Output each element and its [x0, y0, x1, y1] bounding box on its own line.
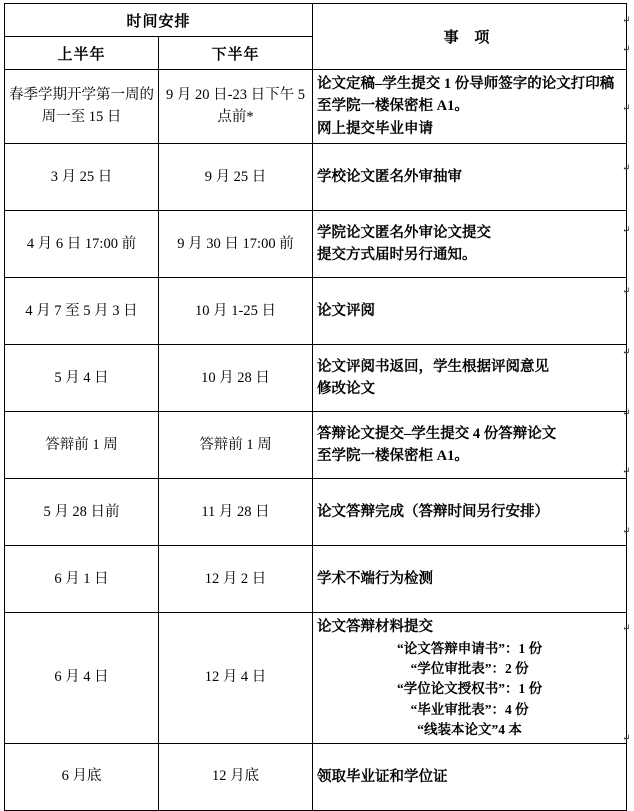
table-row [5, 412, 627, 479]
cell-first-half: 4 月 6 日 17:00 前 [5, 211, 159, 278]
item-text: 学院论文匿名外审论文提交 [317, 224, 492, 241]
pilcrow-icon: ↵ [622, 44, 631, 55]
cell-item [313, 345, 627, 412]
header-first-half: 上半年 [5, 37, 159, 70]
pilcrow-icon: ↵ [622, 225, 631, 236]
cell-item [313, 744, 627, 811]
table-row [5, 144, 627, 211]
header-item-column: 事 项 [313, 4, 627, 70]
cell-item [313, 278, 627, 345]
item-sub-line: “线装本论文”4 本 [417, 721, 522, 737]
item-extra-text: 修改论文 [317, 381, 376, 398]
table-row [5, 70, 627, 144]
item-sub-line: “论文答辩申请书”：1 份 [396, 640, 543, 656]
pilcrow-icon: ↵ [622, 733, 631, 744]
item-text: 论文定稿–学生提交 1 份导师签字的论文打印稿至学院一楼保密柜 A1。 [317, 76, 615, 115]
item-text: 论文答辩材料提交 [317, 619, 434, 636]
document-page [0, 3, 634, 785]
cell-first-half: 6 月 4 日 [5, 613, 159, 744]
item-extra-text: 至学院一楼保密柜 A1。 [317, 448, 469, 465]
item-sub-line: “学位论文授权书”：1 份 [396, 681, 543, 697]
cell-item [313, 211, 627, 278]
cell-first-half: 答辩前 1 周 [5, 412, 159, 479]
cell-second-half: 12 月 4 日 [159, 613, 313, 744]
cell-first-half: 5 月 4 日 [5, 345, 159, 412]
header-second-half: 下半年 [159, 37, 313, 70]
cell-second-half: 9 月 30 日 17:00 前 [159, 211, 313, 278]
pilcrow-icon: ↵ [622, 526, 631, 537]
pilcrow-icon: ↵ [622, 466, 631, 477]
item-text: 论文答辩完成（答辩时间另行安排） [317, 504, 550, 521]
cell-first-half: 6 月底 [5, 744, 159, 811]
item-text: 论文评阅书返回，学生根据评阅意见 [317, 358, 550, 375]
cell-item [313, 613, 627, 744]
table-row [5, 345, 627, 412]
table-row [5, 479, 627, 546]
cell-item [313, 479, 627, 546]
item-sub-line: “毕业审批表”：4 份 [410, 701, 529, 717]
pilcrow-icon: ↵ [622, 163, 631, 174]
cell-first-half: 3 月 25 日 [5, 144, 159, 211]
item-text: 学术不端行为检测 [317, 571, 434, 588]
item-text: 论文评阅 [317, 303, 376, 320]
graduation-schedule-table [4, 3, 627, 811]
cell-item [313, 546, 627, 613]
item-text: 答辩论文提交–学生提交 4 份答辩论文 [317, 425, 557, 442]
cell-item [313, 412, 627, 479]
pilcrow-icon: ↵ [622, 408, 631, 419]
table-row [5, 546, 627, 613]
item-sub-line: “学位审批表”：2 份 [410, 661, 529, 677]
pilcrow-icon: ↵ [622, 15, 631, 26]
cell-second-half: 9 月 20 日-23 日下午 5 点前* [159, 70, 313, 144]
cell-second-half: 12 月 2 日 [159, 546, 313, 613]
cell-second-half: 9 月 25 日 [159, 144, 313, 211]
cell-item [313, 70, 627, 144]
cell-second-half: 12 月底 [159, 744, 313, 811]
cell-second-half: 答辩前 1 周 [159, 412, 313, 479]
cell-first-half: 春季学期开学第一周的周一至 15 日 [5, 70, 159, 144]
cell-first-half: 5 月 28 日前 [5, 479, 159, 546]
table-row [5, 211, 627, 278]
table-header-row [5, 4, 627, 37]
cell-second-half: 10 月 28 日 [159, 345, 313, 412]
cell-first-half: 4 月 7 至 5 月 3 日 [5, 278, 159, 345]
pilcrow-icon: ↵ [622, 103, 631, 114]
item-extra-text: 提交方式届时另行通知。 [317, 247, 477, 264]
item-text: 学校论文匿名外审抽审 [317, 169, 463, 186]
header-time-group: 时间安排 [5, 4, 313, 37]
cell-second-half: 11 月 28 日 [159, 479, 313, 546]
cell-second-half: 10 月 1-25 日 [159, 278, 313, 345]
pilcrow-icon: ↵ [622, 286, 631, 297]
pilcrow-icon: ↵ [622, 623, 631, 634]
cell-first-half: 6 月 1 日 [5, 546, 159, 613]
table-row [5, 744, 627, 811]
table-row [5, 278, 627, 345]
item-extra-text: 网上提交毕业申请 [317, 120, 434, 137]
item-text: 领取毕业证和学位证 [317, 768, 448, 785]
table-row [5, 613, 627, 744]
cell-item [313, 144, 627, 211]
pilcrow-icon: ↵ [622, 347, 631, 358]
